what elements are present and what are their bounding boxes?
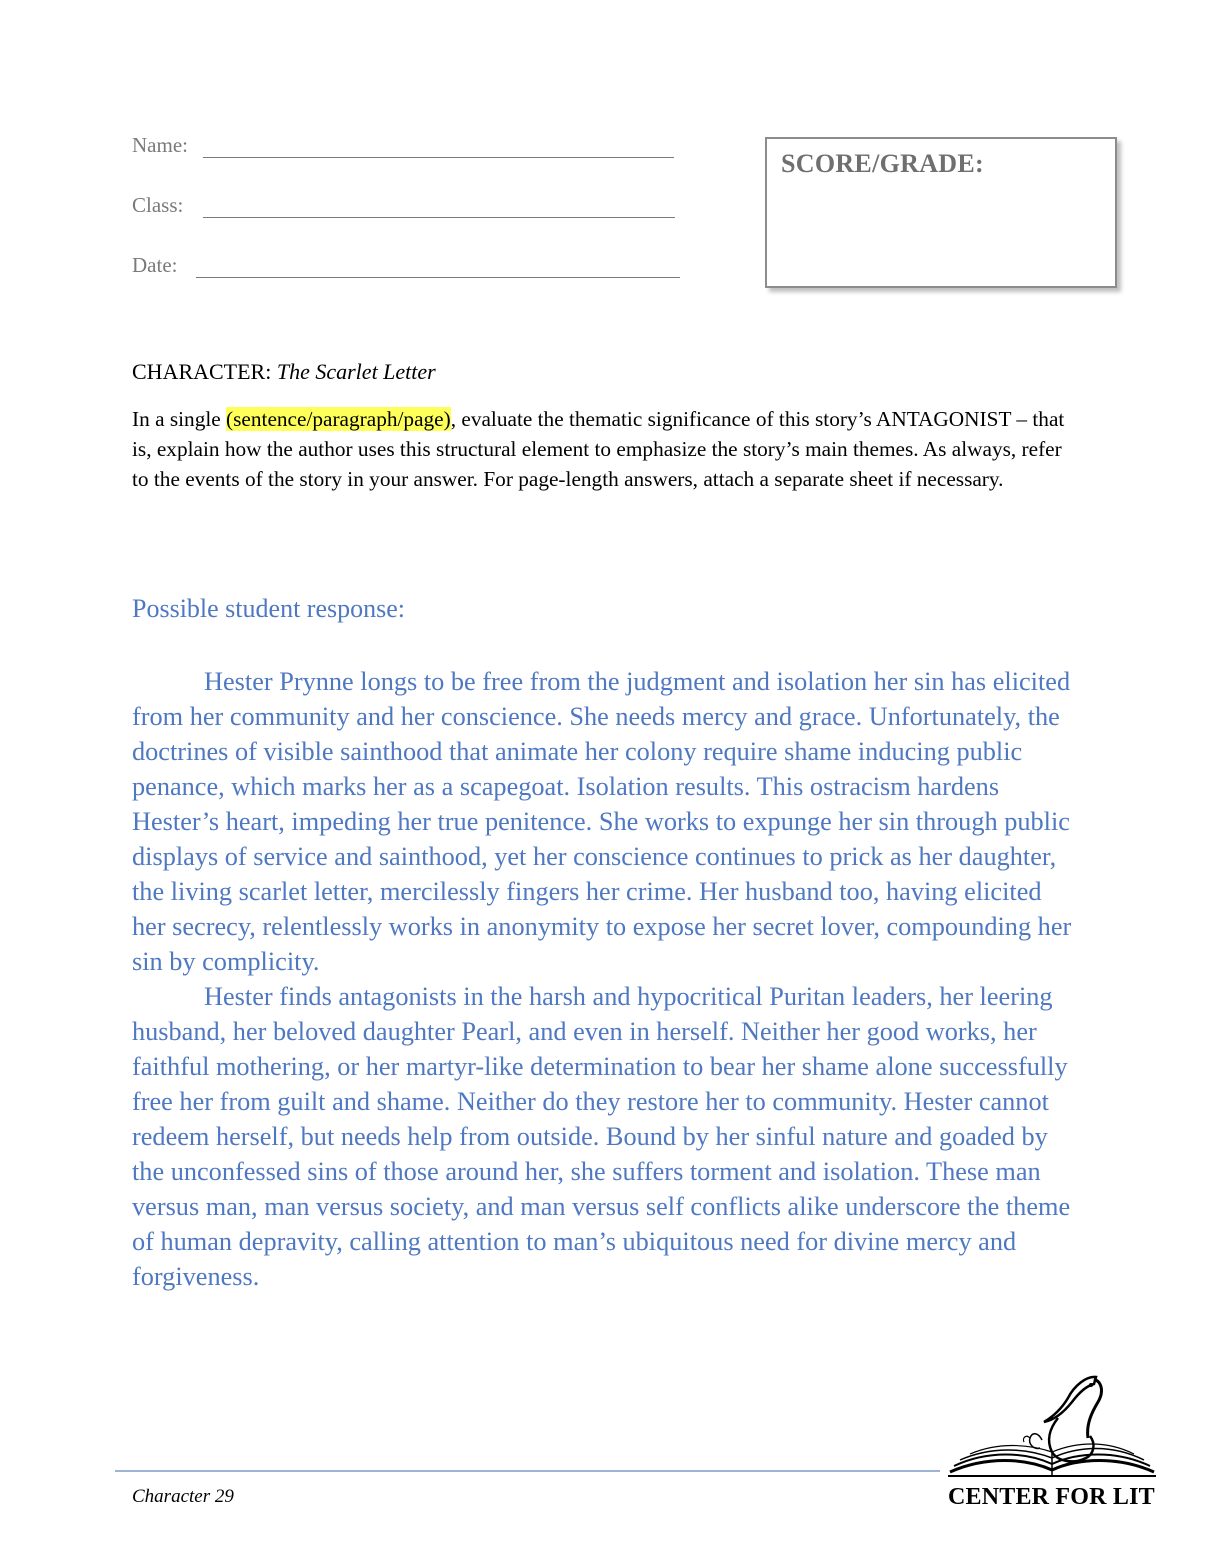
assignment-prompt: [132, 404, 1067, 494]
score-grade-box: [765, 137, 1117, 288]
prompt-start: In a single: [132, 407, 227, 431]
page-label: Character 29: [132, 1486, 234, 1507]
book-title: The Scarlet Letter: [276, 359, 436, 384]
name-field[interactable]: [203, 157, 674, 158]
heading-prefix: CHARACTER:: [132, 359, 277, 384]
date-field[interactable]: [196, 277, 680, 278]
name-label: Name:: [132, 133, 188, 157]
pelican-book-icon: [946, 1372, 1158, 1484]
score-grade-label: SCORE/GRADE:: [781, 149, 984, 178]
response-paragraph-1: Hester Prynne longs to be free from the judgment and isolation her sin has elicited from her community and her conscience. She needs mercy and grace. Unfortunately, the doctrines of visible sainthood that animate her colony require shame inducing public penance, which marks her as a scapegoat. Isolation results. This ostracism hardens Hester’s heart, impeding her true penitence. She works to expunge her sin through public displays of service and sainthood, yet her conscience continues to prick as her daughter, the living scarlet letter, mercilessly fingers her crime. Her husband too, having elicited her secrecy, relentlessly works in anonymity to expose her secret lover, compounding her sin by complicity.: [132, 667, 1072, 976]
assignment-heading: [132, 359, 436, 385]
logo-wordmark: CENTER FOR LIT: [948, 1484, 1155, 1510]
footer-divider: [115, 1470, 940, 1472]
prompt-rest: , evaluate the thematic significance of this story’s ANTAGONIST – that is, explain how the author uses this structural element to emphasize the story’s main themes. As always, refer to the events of the story in your answer. For page-length answers, attach a separate sheet if necessary.: [132, 407, 1065, 491]
student-response: [132, 664, 1074, 1294]
response-label: Possible student response:: [132, 594, 405, 623]
center-for-lit-logo: [946, 1372, 1158, 1514]
date-label: Date:: [132, 253, 178, 277]
response-paragraph-2: Hester finds antagonists in the harsh and hypocritical Puritan leaders, her leering husband, her beloved daughter Pearl, and even in herself. Neither her good works, her faithful mothering, or her martyr-like determination to bear her shame alone successfully free her from guilt and shame. Neither do they restore her to community. Hester cannot redeem herself, but needs help from outside. Bound by her sinful nature and goaded by the unconfessed sins of those around her, she suffers torment and isolation. These man versus man, man versus society, and man versus self conflicts alike underscore the theme of human depravity, calling attention to man’s ubiquitous need for divine mercy and forgiveness.: [132, 982, 1071, 1291]
length-options-highlight: (sentence/paragraph/page): [226, 407, 451, 431]
class-label: Class:: [132, 193, 184, 217]
class-field[interactable]: [203, 217, 675, 218]
